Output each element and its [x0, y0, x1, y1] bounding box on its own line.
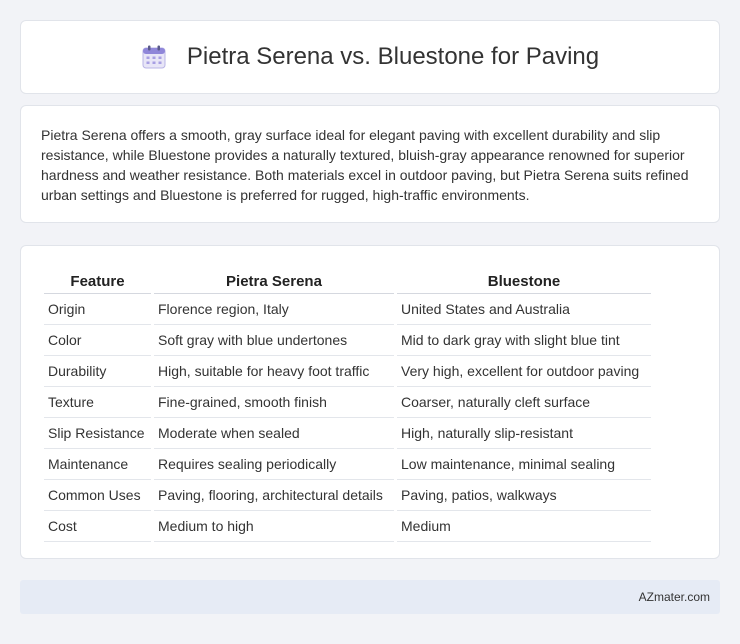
title-card: [20, 20, 720, 94]
page-title: Pietra Serena vs. Bluestone for Paving: [186, 43, 600, 70]
feature-cell: Slip Resistance: [44, 418, 151, 449]
bluestone-cell: High, naturally slip-resistant: [397, 418, 651, 449]
bluestone-cell: Mid to dark gray with slight blue tint: [397, 325, 651, 356]
table-row: [44, 356, 651, 387]
table-row: [44, 449, 651, 480]
bluestone-cell: Medium: [397, 511, 651, 542]
feature-cell: Durability: [44, 356, 151, 387]
bluestone-cell: Very high, excellent for outdoor paving: [397, 356, 651, 387]
comparison-table: [41, 266, 654, 542]
table-row: [44, 294, 651, 325]
pietra-serena-cell: Soft gray with blue undertones: [154, 325, 394, 356]
footer-brand: AZmater.com: [638, 590, 710, 604]
bluestone-cell: Paving, patios, walkways: [397, 480, 651, 511]
table-row: [44, 387, 651, 418]
feature-cell: Common Uses: [44, 480, 151, 511]
intro-text: Pietra Serena offers a smooth, gray surface ideal for elegant paving with excellent durability and slip resistance, while Bluestone provides a naturally textured, bluish-gray appearance renowned for superior hardness and weather resistance. Both materials excel in outdoor paving, but Pietra Serena suits refined urban settings and Bluestone is preferred for rugged, high-traffic environments.: [41, 127, 689, 203]
bluestone-cell: Coarser, naturally cleft surface: [397, 387, 651, 418]
footer-bar: [20, 580, 720, 614]
table-row: [44, 325, 651, 356]
pietra-serena-cell: Fine-grained, smooth finish: [154, 387, 394, 418]
pietra-serena-cell: Medium to high: [154, 511, 394, 542]
pietra-serena-cell: High, suitable for heavy foot traffic: [154, 356, 394, 387]
bluestone-cell: United States and Australia: [397, 294, 651, 325]
table-row: [44, 418, 651, 449]
header-bluestone: Bluestone: [397, 266, 651, 294]
comparison-card: [20, 245, 720, 559]
feature-cell: Color: [44, 325, 151, 356]
feature-cell: Texture: [44, 387, 151, 418]
pietra-serena-cell: Paving, flooring, architectural details: [154, 480, 394, 511]
header-pietra-serena: Pietra Serena: [154, 266, 394, 294]
table-row: [44, 511, 651, 542]
intro-card: [20, 105, 720, 223]
feature-cell: Cost: [44, 511, 151, 542]
feature-cell: Maintenance: [44, 449, 151, 480]
pietra-serena-cell: Requires sealing periodically: [154, 449, 394, 480]
calendar-icon: [141, 44, 167, 70]
feature-cell: Origin: [44, 294, 151, 325]
table-header-row: [44, 266, 651, 294]
pietra-serena-cell: Moderate when sealed: [154, 418, 394, 449]
pietra-serena-cell: Florence region, Italy: [154, 294, 394, 325]
table-row: [44, 480, 651, 511]
header-feature: Feature: [44, 266, 151, 294]
bluestone-cell: Low maintenance, minimal sealing: [397, 449, 651, 480]
